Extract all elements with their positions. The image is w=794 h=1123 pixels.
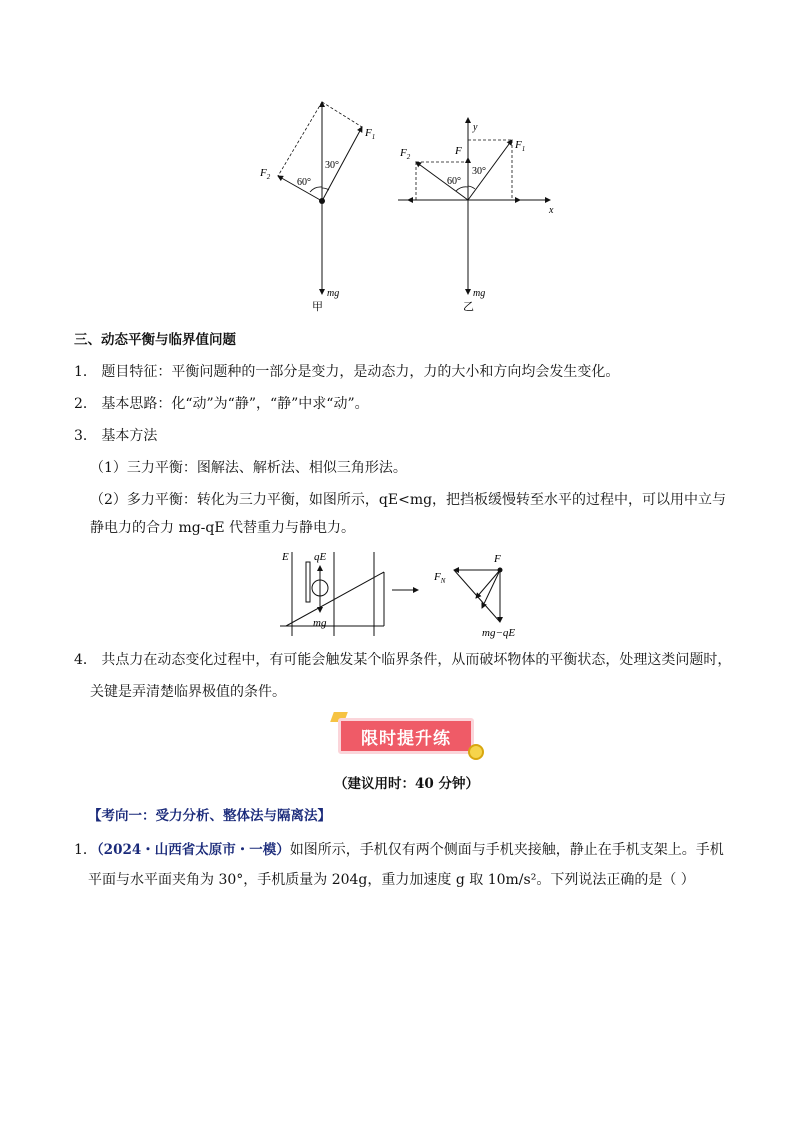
coin-icon	[468, 744, 484, 760]
label-F2-right: $F_2$	[400, 147, 411, 161]
label-angle-30: 30°	[325, 160, 339, 171]
force-diagram-top	[250, 96, 570, 316]
caption-jia: 甲	[312, 301, 323, 313]
sub-item-2-line1: （2）多力平衡：转化为三力平衡，如图所示，qE<mg，把挡板缓慢转至水平的过程中，可以用中立与	[90, 492, 727, 508]
force-triangle	[433, 553, 515, 639]
suggested-time-note: （建议用时：40 分钟）	[334, 776, 479, 792]
label-F-mid: F	[494, 553, 501, 565]
item-1: 1． 题目特征：平衡问题种的一部分是变力，是动态力，力的大小和方向均会发生变化。	[74, 364, 620, 380]
label-angle-60: 60°	[297, 177, 311, 188]
label-F-right: F	[455, 145, 462, 157]
label-F2: $F_2$	[260, 167, 271, 181]
label-y-axis: y	[473, 122, 478, 133]
label-qE: qE	[314, 551, 327, 563]
label-mg-right: mg	[473, 288, 486, 299]
item-2: 2． 基本思路：化“动”为“静”，“静”中求“动”。	[74, 396, 369, 412]
label-x-axis: x	[549, 205, 554, 216]
item-4-line1: 4． 共点力在动态变化过程中，有可能会触发某个临界条件，从而破坏物体的平衡状态，处理这类问题时，	[74, 652, 732, 668]
question-source: （2024・山西省太原市・一模）	[96, 842, 290, 858]
force-diagram-mid	[280, 546, 550, 642]
sub-item-1: （1）三力平衡：图解法、解析法、相似三角形法。	[90, 460, 407, 476]
caption-yi: 乙	[463, 301, 474, 313]
label-F1: $F_1$	[365, 127, 376, 141]
timed-practice-banner	[332, 712, 486, 762]
question-1-line1	[74, 840, 724, 860]
label-mg-mid: mg	[313, 617, 327, 629]
topic-heading: 【考向一：受力分析、整体法与隔离法】	[88, 808, 331, 824]
banner-label: 限时提升练	[338, 718, 474, 754]
label-angle-60-right: 60°	[447, 176, 461, 187]
sub-item-2-line2: 静电力的合力 mg-qE 代替重力与静电力。	[90, 520, 356, 536]
question-1-line2: 平面与水平面夹角为 30°，手机质量为 204g，重力加速度 g 取 10m/s²。下列说法正确的是（ ）	[88, 872, 695, 888]
question-number: 1．	[74, 842, 97, 858]
diagram-yi	[398, 118, 554, 313]
label-F1-right: $F_1$	[515, 139, 526, 153]
item-4-line2: 关键是弄清楚临界极值的条件。	[90, 684, 286, 700]
label-E: E	[282, 551, 289, 563]
item-3: 3． 基本方法	[74, 428, 158, 444]
question-text-line1: 如图所示，手机仅有两个侧面与手机夹接触，静止在手机支架上。手机	[289, 842, 724, 858]
diagram-jia	[259, 102, 375, 313]
label-angle-30-right: 30°	[472, 166, 486, 177]
section-heading: 三、动态平衡与临界值问题	[74, 332, 236, 348]
label-mg: mg	[327, 288, 340, 299]
label-mg-qE: mg−qE	[482, 627, 516, 639]
label-FN: $F_N$	[434, 571, 446, 585]
plate-setup	[280, 551, 384, 636]
